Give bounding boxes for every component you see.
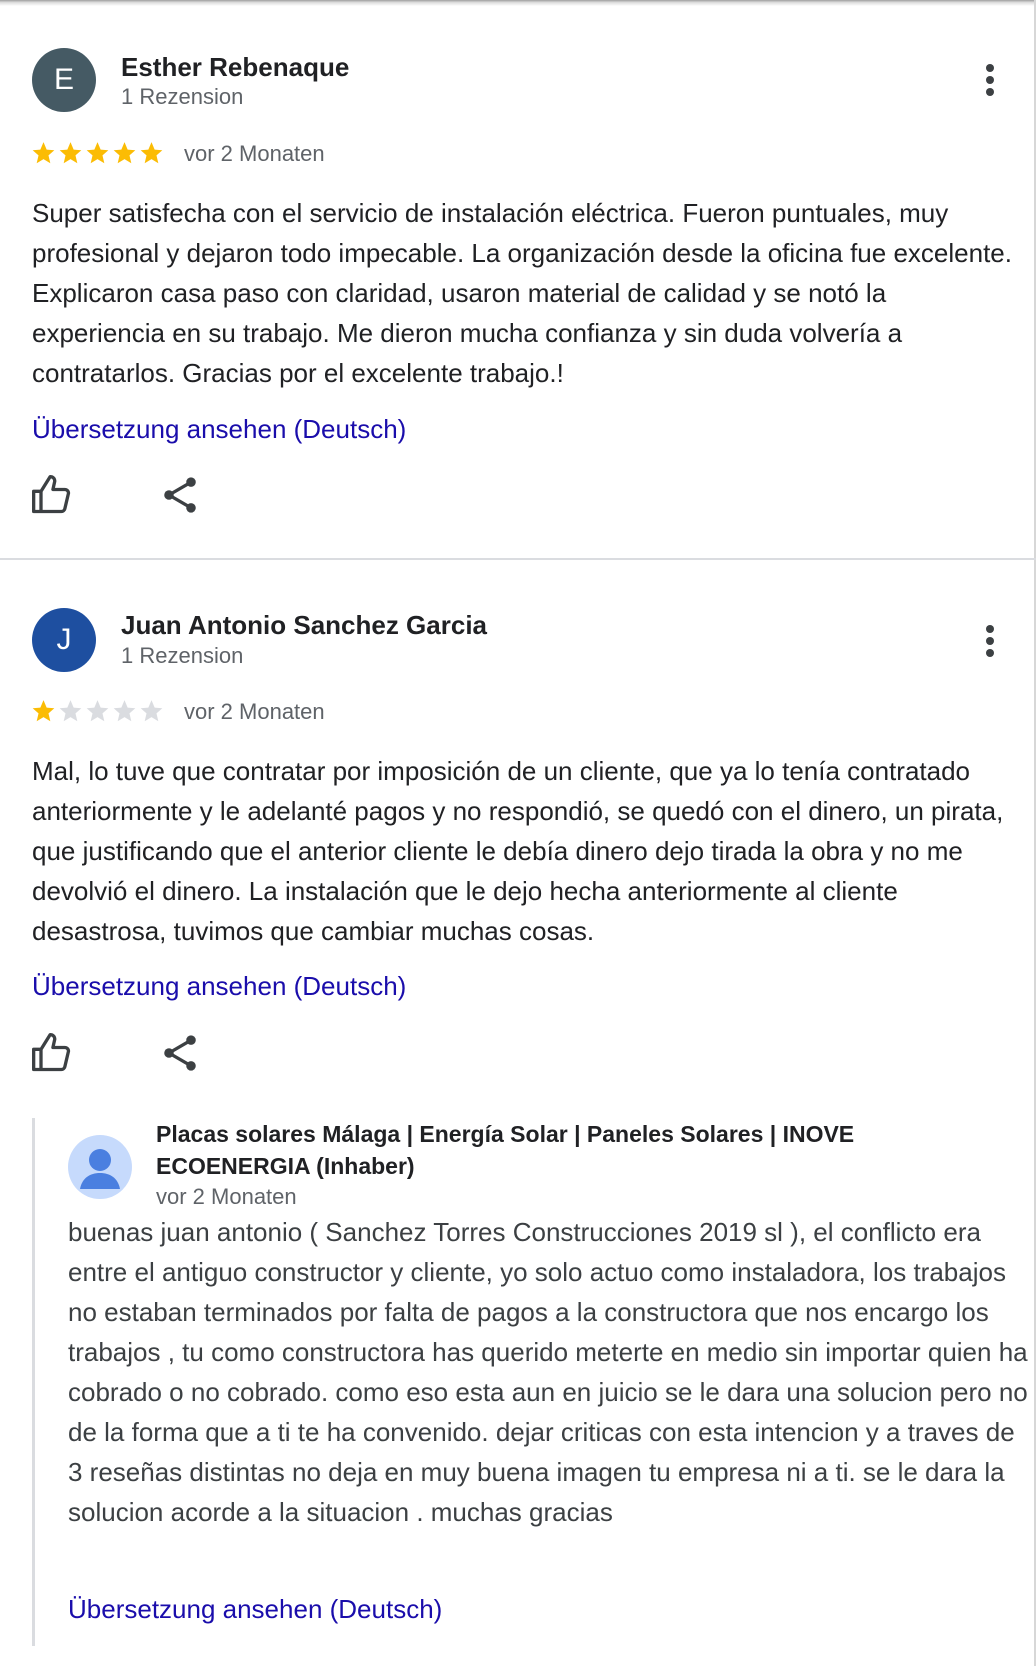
share-icon[interactable] bbox=[158, 1031, 202, 1075]
owner-reply-text: buenas juan antonio ( Sanchez Torres Construcciones 2019 sl ), el conflicto era entre el antiguo constructor y cliente, yo solo actuo como instaladora, los trabajos no estaban terminados por falta de pagos a la constructora que nos encargo los trabajos , tu como constructora has querido meterte en medio sin importar quien ha cobrado o no cobrado. como eso esta aun en juicio se le dara una solucion pero no de la forma que a ti te ha convenido. dejar criticas con esta intencion y a traves de 3 reseñas distintas no deja en muy buena imagen tu empresa ni a ti. se le dara la solucion acorde a la situacion . muchas gracias bbox=[68, 1217, 1028, 1527]
thumbs-up-icon[interactable] bbox=[30, 473, 74, 517]
translate-link[interactable]: Übersetzung ansehen (Deutsch) bbox=[32, 971, 407, 1001]
star-filled-icon bbox=[84, 140, 111, 166]
owner-reply-bar bbox=[32, 1118, 35, 1646]
star-rating bbox=[30, 140, 165, 166]
share-icon[interactable] bbox=[158, 473, 202, 517]
star-empty-icon bbox=[84, 698, 111, 724]
author-review-count: 1 Rezension bbox=[121, 84, 244, 109]
star-empty-icon bbox=[138, 698, 165, 724]
avatar[interactable]: E bbox=[32, 48, 96, 112]
star-filled-icon bbox=[30, 698, 57, 724]
review-date: vor 2 Monaten bbox=[184, 699, 325, 724]
author-review-count: 1 Rezension bbox=[121, 643, 244, 668]
review-text: Super satisfecha con el servicio de instalación eléctrica. Fueron puntuales, muy profesional y dejaron todo impecable. La organización desde la oficina fue excelente. Explicaron casa paso con claridad, usaron material de calidad y se notó la experiencia en su trabajo. Me dieron mucha confianza y sin duda volvería a contratarlos. Gracias por el excelente trabajo.! bbox=[32, 198, 1012, 388]
avatar[interactable]: J bbox=[32, 608, 96, 672]
star-filled-icon bbox=[138, 140, 165, 166]
author-name[interactable]: Juan Antonio Sanchez Garcia bbox=[121, 610, 488, 640]
owner-avatar-icon bbox=[68, 1135, 132, 1199]
star-rating bbox=[30, 698, 165, 724]
more-options-icon[interactable] bbox=[968, 58, 1012, 102]
star-filled-icon bbox=[111, 140, 138, 166]
review-divider bbox=[0, 558, 1036, 560]
review-date: vor 2 Monaten bbox=[184, 141, 325, 166]
more-options-icon[interactable] bbox=[968, 619, 1012, 663]
owner-reply-name: Placas solares Málaga | Energía Solar | Paneles Solares | INOVE ECOENERGIA (Inhaber) bbox=[156, 1121, 855, 1179]
thumbs-up-icon[interactable] bbox=[30, 1031, 74, 1075]
translate-link[interactable]: Übersetzung ansehen (Deutsch) bbox=[32, 414, 407, 444]
author-name[interactable]: Esther Rebenaque bbox=[121, 52, 350, 82]
star-filled-icon bbox=[30, 140, 57, 166]
star-empty-icon bbox=[111, 698, 138, 724]
translate-link[interactable]: Übersetzung ansehen (Deutsch) bbox=[68, 1594, 443, 1624]
top-shadow bbox=[0, 0, 1036, 6]
star-empty-icon bbox=[57, 698, 84, 724]
star-filled-icon bbox=[57, 140, 84, 166]
owner-reply-date: vor 2 Monaten bbox=[156, 1184, 297, 1209]
review-text: Mal, lo tuve que contratar por imposición de un cliente, que ya lo tenía contratado anteriormente y le adelanté pagos y no respondió, se quedó con el dinero, un pirata, que justificando que el anterior cliente le debía dinero dejo tirada la obra y no me devolvió el dinero. La instalación que le dejo hecha anteriormente al cliente desastrosa, tuvimos que cambiar muchas cosas. bbox=[32, 756, 1004, 946]
